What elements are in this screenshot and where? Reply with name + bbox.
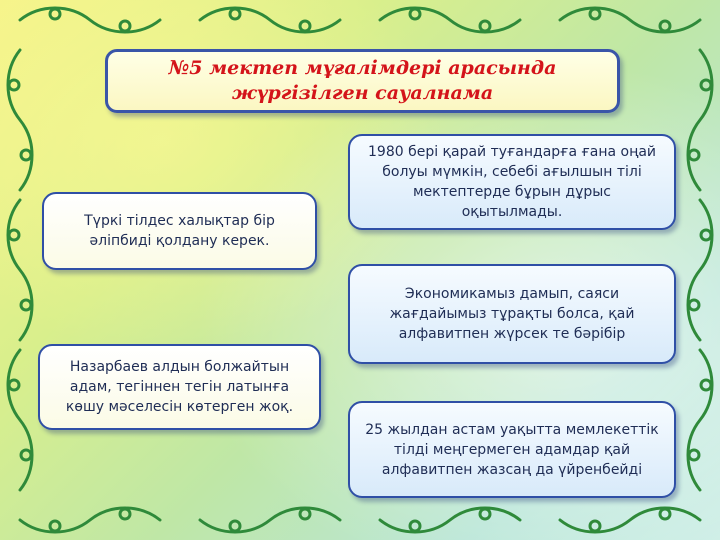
survey-card-text: Түркі тілдес халықтар бір әліпбиді қолдану керек.: [84, 213, 275, 249]
ornament-border-top: [0, 0, 720, 40]
survey-card-3: [348, 264, 676, 364]
survey-card-5: [348, 401, 676, 498]
survey-card-text: 25 жылдан астам уақытта мемлекеттік тілді меңгермеген адамдар қай алфавитпен жазсаң да үйренбейді: [365, 421, 659, 478]
ornament-border-right: [680, 40, 720, 500]
survey-card-1: [348, 134, 676, 230]
ornament-border-left: [0, 40, 40, 500]
survey-card-2: [42, 192, 317, 270]
survey-card-text: Назарбаев алдын болжайтын адам, тегіннен тегін латынға көшу мәселесін көтерген жоқ.: [65, 359, 294, 415]
survey-card-text: Экономикамыз дамып, саяси жағдайымыз тұрақты болса, қай алфавитпен жүрсек те бәрібір: [389, 286, 635, 342]
ornament-border-bottom: [0, 500, 720, 540]
survey-card-text: 1980 бері қарай туғандарға ғана оңай болуы мүмкін, себебі ағылшын тілі мектептерде бұрын дұрыс оқытылмады.: [368, 144, 656, 220]
title-box: [105, 49, 620, 113]
survey-card-4: [38, 344, 321, 430]
slide-title: №5 мектеп мұғалімдері арасында жүргізілген сауалнама: [168, 57, 557, 104]
